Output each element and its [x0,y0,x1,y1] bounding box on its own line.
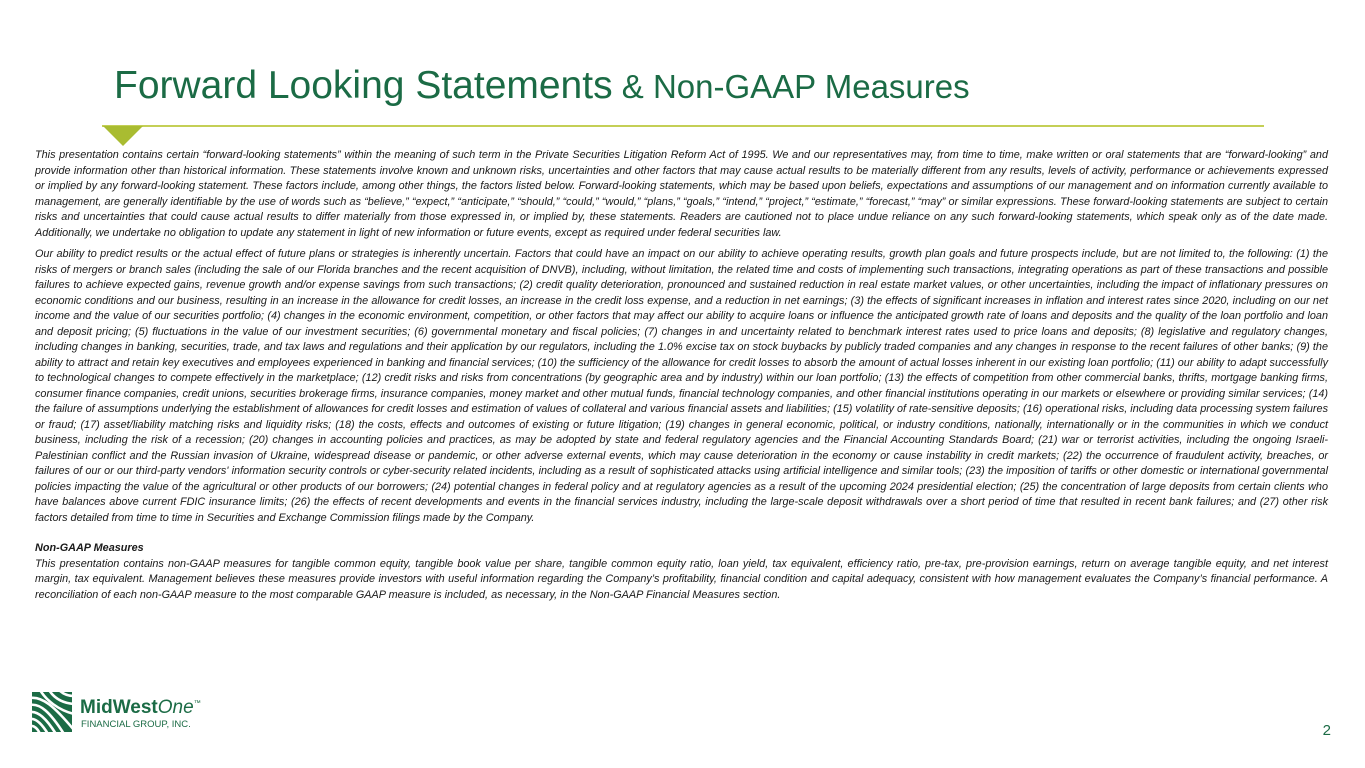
title-notch-marker [103,126,143,146]
page-title [114,62,970,111]
midwestone-logo [32,692,232,736]
forward-looking-paragraph: This presentation contains certain “forward-looking statements” within the meaning of such term in the Private Securities Litigation Reform Act of 1995. We and our representatives may, from time to time, make written or oral statements that are “forward-looking” and provide information other than historical information. These statements involve known and unknown risks, uncertainties and other factors that may cause actual results to be materially different from any results, levels of activity, performance or achievements expressed or implied by any forward-looking statement. These factors include, among other things, the factors listed below. Forward-looking statements, which may be based upon beliefs, expectations and assumptions of our management and on information currently available to management, are generally identifiable by the use of words such as “believe,” “expect,” “anticipate,” “should,” “could,” “would,” “plans,” “goals,” “intend,” “project,” “estimate,” “forecast,” “may” or similar expressions. These forward-looking statements are subject to certain risks and uncertainties that could cause actual results to differ materially from those expressed in, or implied by, these statements. Readers are cautioned not to place undue reliance on any such forward-looking statements, which speak only as of the date made. Additionally, we undertake no obligation to update any statement in light of new information or future events, except as required under federal securities law. [35,149,1328,239]
risk-factors-paragraph: Our ability to predict results or the actual effect of future plans or strategies is inherently uncertain. Factors that could have an impact on our ability to achieve operating results, growth plan goals and future prospects include, but are not limited to, the following: (1) the risks of mergers or branch sales (including the sale of our Florida branches and the recent acquisition of DNVB), including, without limitation, the related time and costs of implementing such transactions, integrating operations as part of these transactions and possible failures to achieve expected gains, revenue growth and/or expense savings from such transactions; (2) credit quality deterioration, pronounced and sustained reduction in real estate market values, or other uncertainties, including the impact of inflationary pressures on economic conditions and our business, resulting in an increase in the allowance for credit losses, an increase in the credit loss expense, and a reduction in net earnings; (3) the effects of significant increases in inflation and interest rates since 2020, including on our net income and the value of our securities portfolio; (4) changes in the economic environment, competition, or other factors that may affect our ability to acquire loans or influence the anticipated growth rate of loans and deposits and the quality of the loan portfolio and loan and deposit pricing; (5) fluctuations in the value of our investment securities; (6) governmental monetary and fiscal policies; (7) changes in and uncertainty related to benchmark interest rates used to price loans and deposits; (8) legislative and regulatory changes, including changes in banking, securities, trade, and tax laws and regulations and their application by our regulators, including the 1.0% excise tax on stock buybacks by publicly traded companies and any changes in response to the recent failures of other banks; (9) the ability to attract and retain key executives and employees experienced in banking and financial services; (10) the sufficiency of the allowance for credit losses to absorb the amount of actual losses inherent in our existing loan portfolio; (11) our ability to adapt successfully to technological changes to compete effectively in the marketplace; (12) credit risks and risks from concentrations (by geographic area and by industry) within our loan portfolio; (13) the effects of competition from other commercial banks, thrifts, mortgage banking firms, consumer finance companies, credit unions, securities brokerage firms, insurance companies, money market and other mutual funds, financial technology companies, and other financial institutions operating in our markets or elsewhere or providing similar services; (14) the failure of assumptions underlying the establishment of allowances for credit losses and estimation of values of collateral and various financial assets and liabilities; (15) volatility of rate-sensitive deposits; (16) operational risks, including data processing system failures or fraud; (17) asset/liability matching risks and liquidity risks; (18) the costs, effects and outcomes of existing or future litigation; (19) changes in general economic, political, or industry conditions, nationally, internationally or in the communities in which we conduct business, including the risk of a recession; (20) changes in accounting policies and practices, as may be adopted by state and federal regulatory agencies and the Financial Accounting Standards Board; (21) war or terrorist activities, including the ongoing Israeli-Palestinian conflict and the Russian invasion of Ukraine, widespread disease or pandemic, or other adverse external events, which may cause deterioration in the economy or cause instability in credit markets; (22) the occurrence of fraudulent activity, breaches, or failures of our or our third-party vendors' information security controls or cyber-security related incidents, including as a result of sophisticated attacks using artificial intelligence and similar tools; (23) the imposition of tariffs or other domestic or international governmental policies impacting the value of the agricultural or other products of our borrowers; (24) potential changes in federal policy and at regulatory agencies as a result of the upcoming 2024 presidential election; (25) the concentration of large deposits from certain clients who have balances above current FDIC insurance limits; (26) the effects of recent developments and events in the financial services industry, including the large-scale deposit withdrawals over a short period of time that resulted in recent bank failures; and (27) other risk factors detailed from time to time in Securities and Exchange Commission filings made by the Company. [35,248,1328,524]
svg-text:MidWestOne™ [80,697,201,718]
title-main: Forward Looking Statements [114,64,613,107]
non-gaap-heading: Non-GAAP Measures [35,542,144,554]
title-sub: & Non-GAAP Measures [612,68,970,105]
body-text [35,148,1328,603]
logo-name-midwest: MidWest [80,697,158,718]
logo-name-one: One [157,697,194,718]
logo-subtitle: FINANCIAL GROUP, INC. [81,719,191,730]
page-number: 2 [1322,722,1331,739]
logo-emblem-icon [32,692,74,734]
title-rule [102,125,1264,127]
non-gaap-paragraph: This presentation contains non-GAAP measures for tangible common equity, tangible book value per share, tangible common equity ratio, loan yield, tax equivalent, efficiency ratio, pre-tax, pre-provision earnings, return on average tangible equity, and net interest margin, tax equivalent. Management believes these measures provide investors with useful information regarding the Company’s profitability, financial condition and capital adequacy, consistent with how management evaluates the Company’s financial performance. A reconciliation of each non-GAAP measure to the most comparable GAAP measure is included, as necessary, in the Non-GAAP Financial Measures section. [35,557,1328,601]
logo-tm: ™ [193,700,201,707]
